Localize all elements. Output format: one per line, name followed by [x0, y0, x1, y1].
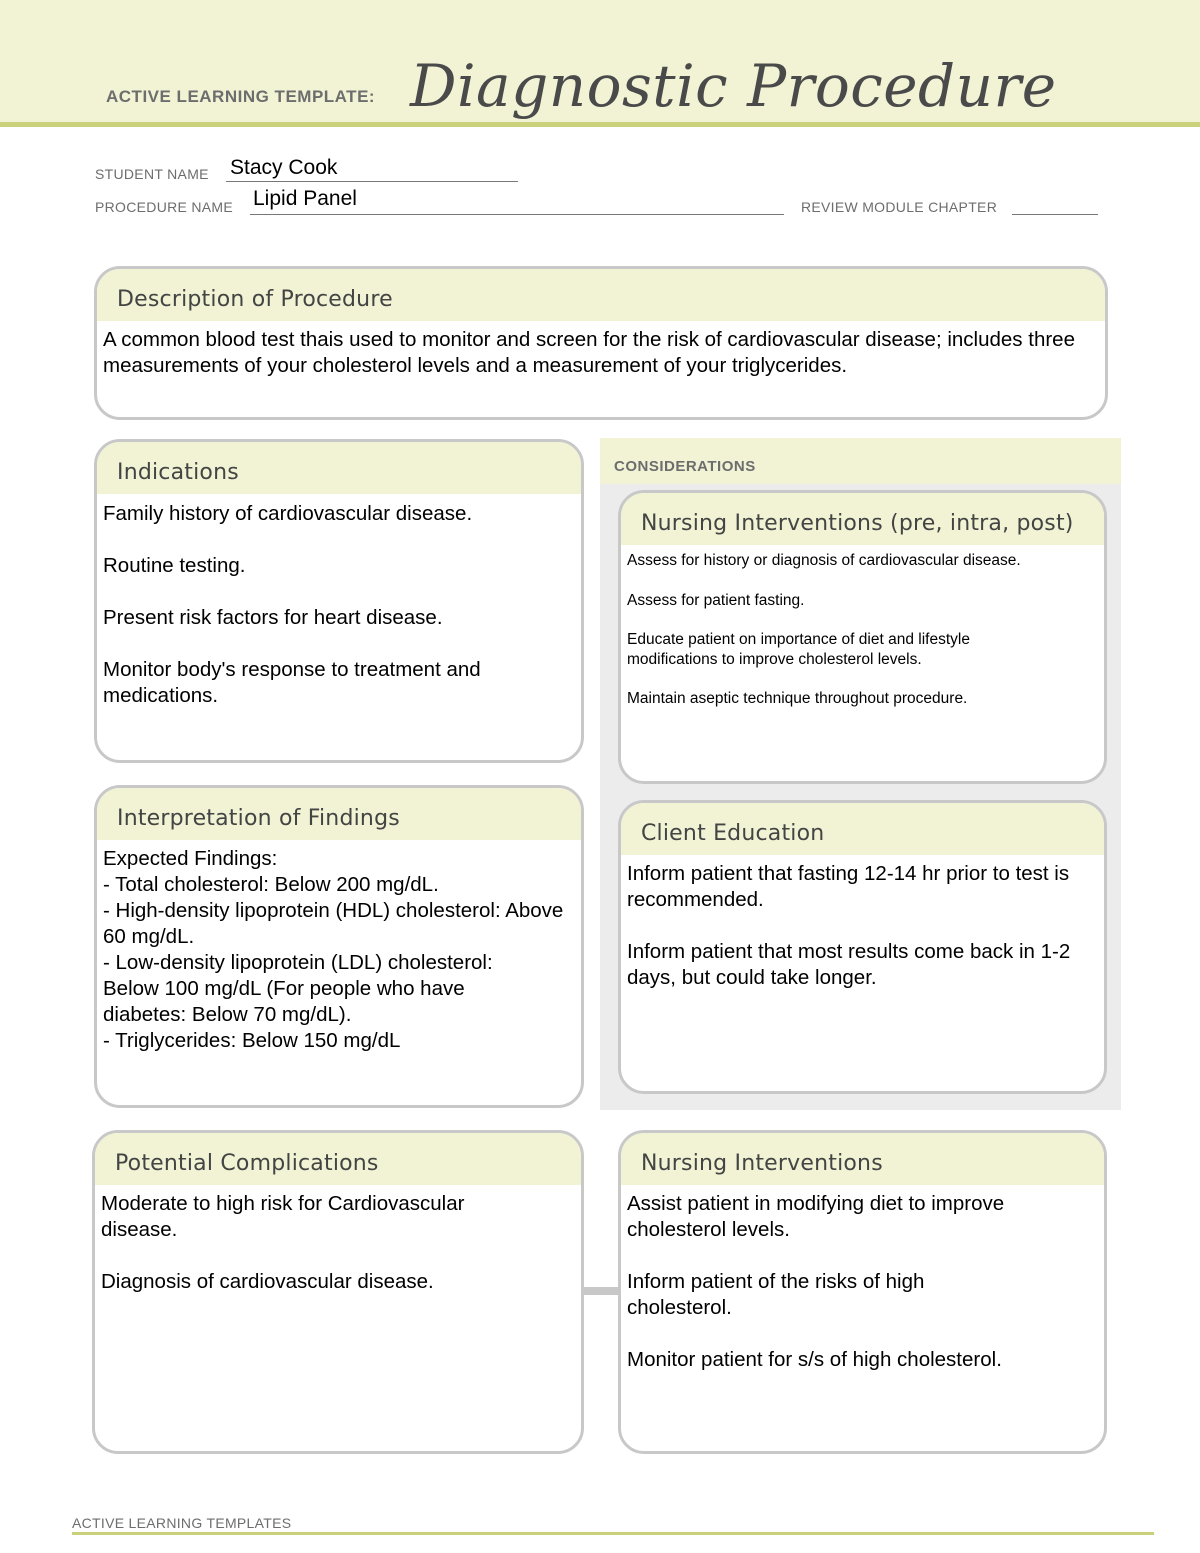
procedure-name-value: Lipid Panel	[253, 187, 357, 210]
interpretation-line[interactable]: - High-density lipoprotein (HDL) cholesterol: Above 60 mg/dL.	[103, 899, 564, 948]
footer-rule	[72, 1532, 1154, 1535]
interpretation-line[interactable]: - Total cholesterol: Below 200 mg/dL.	[103, 873, 439, 896]
connector-bar	[582, 1287, 620, 1295]
client-education-item[interactable]: Inform patient that fasting 12-14 hr prior to test is recommended.	[627, 862, 1070, 911]
considerations-title: CONSIDERATIONS	[600, 438, 1121, 484]
complication-item[interactable]: Moderate to high risk for Cardiovascular disease.	[101, 1192, 465, 1241]
template-label: ACTIVE LEARNING TEMPLATE:	[106, 87, 376, 106]
description-box	[94, 266, 1108, 420]
interpretation-title: Interpretation of Findings	[97, 788, 581, 840]
description-title: Description of Procedure	[97, 269, 1105, 321]
page-title: Diagnostic Procedure	[410, 52, 1057, 120]
student-name-value: Stacy Cook	[230, 156, 338, 179]
nursing-intervention-item[interactable]: Assist patient in modifying diet to improve cholesterol levels.	[627, 1192, 1005, 1241]
nursing-intervention-item[interactable]: Monitor patient for s/s of high cholesterol.	[627, 1348, 1002, 1371]
indication-item[interactable]: Routine testing.	[103, 554, 246, 577]
indications-box	[94, 439, 584, 763]
footer-label: ACTIVE LEARNING TEMPLATES	[72, 1515, 292, 1531]
nursing-interventions-box	[618, 1130, 1107, 1454]
student-name-label: STUDENT NAME	[95, 166, 209, 182]
nursing-intervention-item[interactable]: Inform patient of the risks of high cholesterol.	[627, 1270, 925, 1319]
description-text[interactable]: A common blood test thais used to monitor and screen for the risk of cardiovascular disease; includes three measurements of your cholesterol levels and a measurement of your triglycerides.	[103, 328, 1075, 377]
review-module-field[interactable]	[1012, 199, 1098, 215]
interpretation-line[interactable]: Expected Findings:	[103, 847, 278, 870]
procedure-name-label: PROCEDURE NAME	[95, 199, 233, 215]
complications-title: Potential Complications	[95, 1133, 581, 1185]
nursing-intervention-ppp-item[interactable]: Maintain aseptic technique throughout procedure.	[627, 690, 968, 707]
nursing-intervention-ppp-item[interactable]: Educate patient on importance of diet and lifestyle modifications to improve cholesterol levels.	[627, 631, 970, 668]
indication-item[interactable]: Family history of cardiovascular disease.	[103, 502, 473, 525]
complications-box	[92, 1130, 584, 1454]
review-module-label: REVIEW MODULE CHAPTER	[801, 199, 998, 215]
indications-title: Indications	[97, 442, 581, 494]
nursing-interventions-ppp-box	[618, 490, 1107, 784]
indication-item[interactable]: Present risk factors for heart disease.	[103, 606, 443, 629]
complication-item[interactable]: Diagnosis of cardiovascular disease.	[101, 1270, 434, 1293]
nursing-intervention-ppp-item[interactable]: Assess for patient fasting.	[627, 591, 805, 609]
client-education-title: Client Education	[621, 803, 1104, 855]
nursing-interventions-ppp-title: Nursing Interventions (pre, intra, post)	[621, 493, 1104, 545]
client-education-box	[618, 800, 1107, 1094]
nursing-intervention-ppp-item[interactable]: Assess for history or diagnosis of cardiovascular disease.	[627, 552, 1021, 569]
indication-item[interactable]: Monitor body's response to treatment and medications.	[103, 658, 481, 707]
interpretation-box	[94, 785, 584, 1108]
nursing-interventions-title: Nursing Interventions	[621, 1133, 1104, 1185]
interpretation-line[interactable]: - Low-density lipoprotein (LDL) cholesterol: Below 100 mg/dL (For people who have diabetes: Below 70 mg/dL).	[103, 951, 493, 1026]
interpretation-line[interactable]: - Triglycerides: Below 150 mg/dL	[103, 1029, 401, 1052]
header-rule	[0, 122, 1200, 127]
client-education-item[interactable]: Inform patient that most results come back in 1-2 days, but could take longer.	[627, 940, 1071, 989]
